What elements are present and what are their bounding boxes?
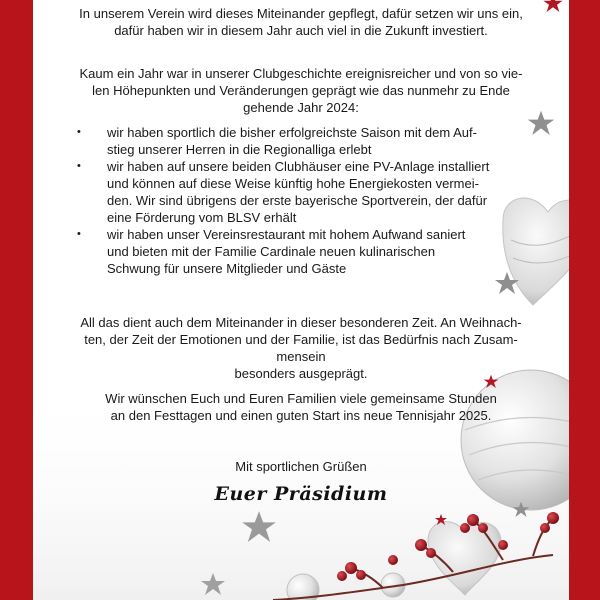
text-line: Mit sportlichen Grüßen	[235, 459, 367, 474]
closing-greeting	[43, 458, 559, 475]
text-line: Wir wünschen Euch und Euren Familien viele gemeinsame Stunden	[105, 391, 497, 406]
text-line: an den Festtagen und einen guten Start ins neue Tennisjahr 2025.	[110, 408, 492, 423]
text-line: ten, der Zeit der Emotionen und der Familie, ist das Bedürfnis nach Zusam-	[84, 332, 518, 347]
paragraph-wishes	[43, 390, 559, 424]
text-line: Schwung für unsere Mitglieder und Gäste	[107, 261, 347, 276]
text-line: und können auf diese Weise künftig hohe Energiekosten vermei-	[107, 176, 479, 191]
text-line: besonders ausgeprägt.	[234, 366, 368, 381]
bullet-icon: •	[77, 126, 81, 138]
text-line: stieg unserer Herren in die Regionalliga erlebt	[107, 142, 372, 157]
text-line: mensein	[276, 349, 326, 364]
text-line: wir haben auf unsere beiden Clubhäuser eine PV-Anlage installiert	[107, 159, 490, 174]
text-line: den. Wir sind übrigens der erste bayerische Sportverein, der dafür	[107, 193, 488, 208]
letter-page	[33, 0, 569, 600]
paragraph-year-review	[43, 65, 559, 116]
intro-paragraph	[43, 5, 559, 39]
achievements-list	[77, 124, 547, 277]
bullet-icon: •	[77, 228, 81, 240]
text-line: wir haben unser Vereinsrestaurant mit hohem Aufwand saniert	[107, 227, 466, 242]
list-item	[77, 158, 547, 226]
text-line: All das dient auch dem Miteinander in dieser besonderen Zeit. An Weihnach-	[80, 315, 522, 330]
text-line: In unserem Verein wird dieses Miteinander gepflegt, dafür setzen wir uns ein,	[79, 6, 523, 21]
text-line: len Höhepunkten und Veränderungen geprägt wie das nunmehr zu Ende	[92, 83, 510, 98]
text-line: und bieten mit der Familie Cardinale neuen kulinarischen	[107, 244, 436, 259]
text-line: gehende Jahr 2024:	[243, 100, 359, 115]
list-item	[77, 226, 547, 277]
bullet-icon: •	[77, 160, 81, 172]
text-line: eine Förderung vom BLSV erhält	[107, 210, 297, 225]
text-line: wir haben sportlich die bisher erfolgreichste Saison mit dem Auf-	[107, 125, 477, 140]
list-item	[77, 124, 547, 158]
signature: Euer Präsidium	[214, 483, 388, 505]
text-line: Kaum ein Jahr war in unserer Clubgeschichte ereignisreicher und von so vie-	[79, 66, 523, 81]
text-line: dafür haben wir in diesem Jahr auch viel in die Zukunft investiert.	[114, 23, 488, 38]
paragraph-togetherness	[43, 314, 559, 382]
